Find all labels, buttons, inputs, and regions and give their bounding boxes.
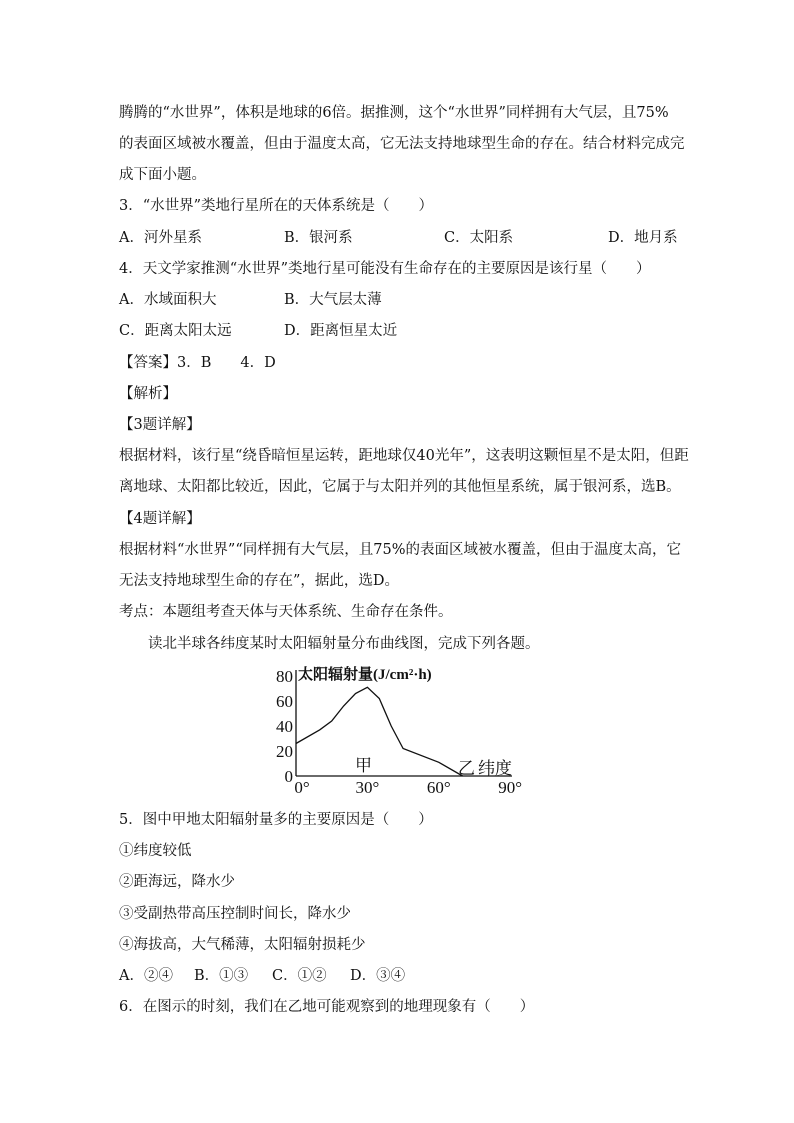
option-d: D．③④ [350,968,406,984]
x-tick-label: 30° [355,778,380,797]
option-a: A．水域面积大 [119,292,217,308]
option-a: A．②④ [119,968,173,984]
option-b: B．①③ [194,968,249,984]
option-d: D．距离恒星太近 [284,323,398,339]
x-tick-labels [294,778,522,797]
passage-line: 腾腾的“水世界”，体积是地球的6倍。据推测，这个“水世界”同样拥有大气层，且75% [119,105,669,121]
question-stem: 5．图中甲地太阳辐射量多的主要原因是（ ） [119,812,433,828]
option-c: C．太阳系 [444,230,514,246]
statement-item: ①纬度较低 [119,843,192,859]
kaodian: 考点：本题组考查天体与天体系统、生命存在条件。 [119,604,453,620]
x-tick-label: 60° [426,778,451,797]
y-tick-labels [276,667,293,786]
question-6-stem: 6．在图示的时刻，我们在乙地可能观察到的地理现象有（ ） [119,999,535,1015]
y-tick-label: 0 [284,767,293,786]
x-axis-label: 纬度 [478,759,512,778]
detail-title: 【3题详解】 [119,417,201,433]
x-tick-label: 0° [294,778,310,797]
radiation-curve [296,687,463,776]
detail-title: 【4题详解】 [119,511,201,527]
y-tick-label: 20 [276,742,293,761]
question-stem: 4．天文学家推测“水世界”类地行星可能没有生命存在的主要原因是该行星（ ） [119,261,651,277]
option-b: B．大气层太薄 [284,292,382,308]
option-c: C．①② [272,968,327,984]
y-tick-label: 60 [276,692,293,711]
option-b: B．银河系 [284,230,353,246]
detail-line: 离地球、太阳都比较近，因此，它属于与太阳并列的其他恒星系统，属于银河系，选B。 [119,479,681,495]
option-a: A．河外星系 [119,230,202,246]
chart-intro: 读北半球各纬度某时太阳辐射量分布曲线图，完成下列各题。 [148,636,540,652]
statement-item: ③受副热带高压控制时间长，降水少 [119,906,351,922]
statement-item: ②距海远，降水少 [119,874,235,890]
y-axis-label: 太阳辐射量(J/cm²·h) [298,667,432,683]
x-tick-label: 90° [498,778,522,797]
detail-line: 根据材料“水世界”“同样拥有大气层，且75%的表面区域被水覆盖，但由于温度太高，它 [119,542,681,558]
option-d: D．地月系 [608,230,678,246]
passage-line: 的表面区域被水覆盖，但由于温度太高，它无法支持地球型生命的存在。结合材料完成完 [119,136,685,152]
annotation-jia: 甲 [355,756,372,775]
annotation-yi: 乙 [458,759,475,778]
passage-line: 成下面小题。 [119,167,206,183]
radiation-chart [272,660,522,800]
y-tick-label: 80 [276,667,293,686]
detail-line: 无法支持地球型生命的存在”，据此，选D。 [119,573,400,589]
detail-line: 根据材料，该行星“绕昏暗恒星运转，距地球仅40光年”，这表明这颗恒星不是太阳，但距 [119,448,689,464]
answer: 【答案】3．B 4．D [119,355,276,371]
analysis-title: 【解析】 [119,386,177,402]
y-tick-label: 40 [276,717,293,736]
option-c: C．距离太阳太远 [119,323,232,339]
statement-item: ④海拔高，大气稀薄，太阳辐射损耗少 [119,937,366,953]
question-stem: 3．“水世界”类地行星所在的天体系统是（ ） [119,198,434,214]
